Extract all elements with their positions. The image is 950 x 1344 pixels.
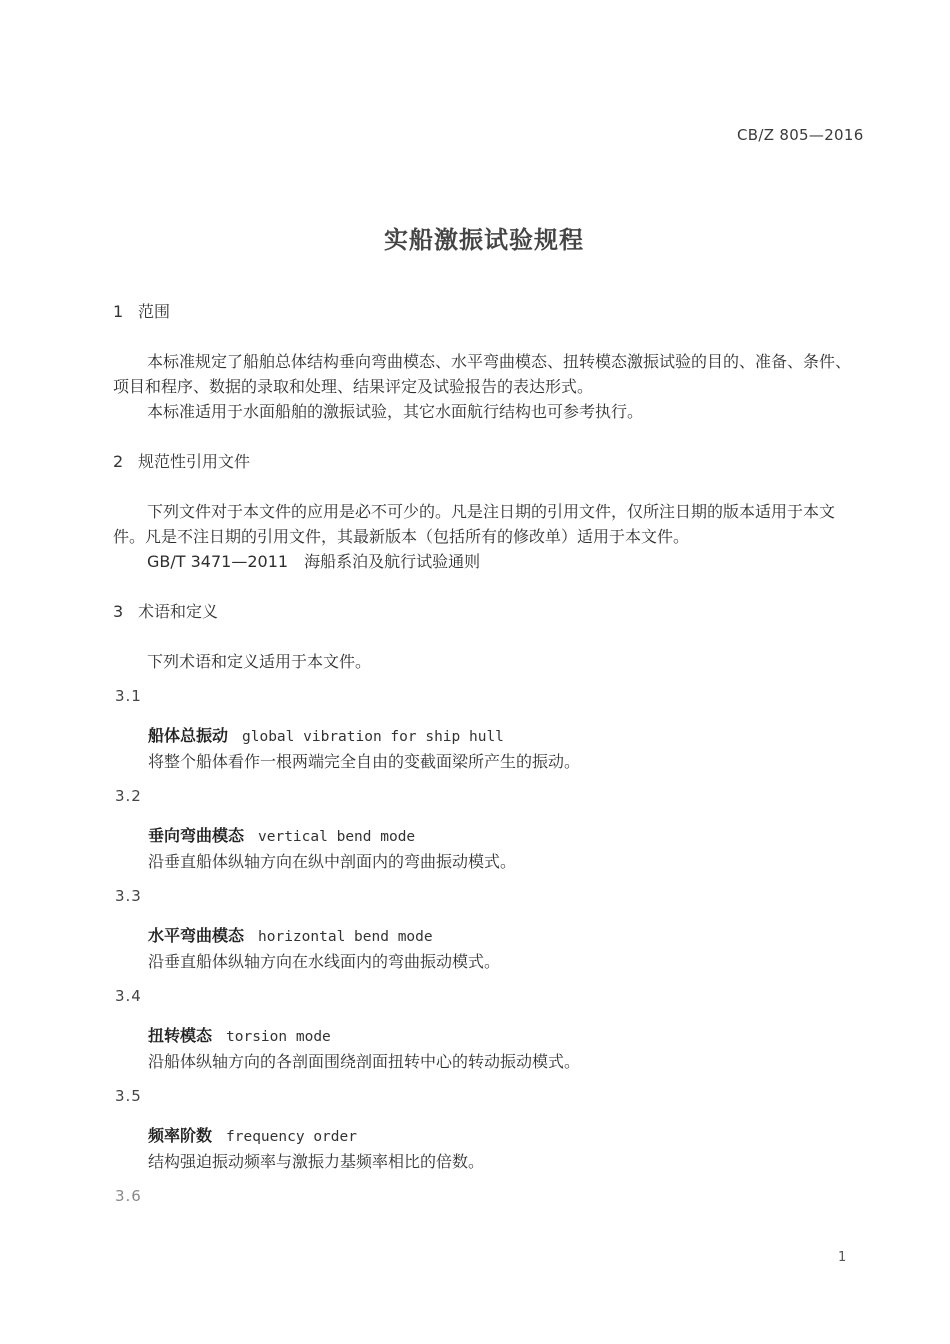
term-definition: 将整个船体看作一根两端完全自由的变截面梁所产生的振动。	[148, 752, 581, 771]
standard-code: CB/Z 805—2016	[737, 126, 864, 144]
term-definition: 沿垂直船体纵轴方向在纵中剖面内的弯曲振动模式。	[148, 852, 517, 871]
section-number: 2	[113, 452, 124, 471]
term-entry	[148, 923, 433, 946]
section-1-heading	[113, 299, 170, 322]
section-title: 规范性引用文件	[138, 452, 251, 471]
section-number: 1	[113, 302, 124, 321]
term-definition: 沿船体纵轴方向的各剖面围绕剖面扭转中心的转动振动模式。	[148, 1052, 581, 1071]
term-english: horizontal bend mode	[258, 929, 433, 945]
term-entry	[148, 1123, 357, 1146]
term-definition: 沿垂直船体纵轴方向在水线面内的弯曲振动模式。	[148, 952, 501, 971]
normative-reference: GB/T 3471—2011 海船系泊及航行试验通则	[147, 552, 481, 571]
term-chinese: 垂向弯曲模态	[148, 826, 245, 845]
term-english: vertical bend mode	[258, 829, 416, 845]
clause-number: 3.1	[115, 687, 142, 705]
section-1-paragraph-1-line-2: 项目和程序、数据的录取和处理、结果评定及试验报告的表达形式。	[113, 377, 594, 396]
term-definition: 结构强迫振动频率与激振力基频率相比的倍数。	[148, 1152, 485, 1171]
section-1-paragraph-1-line-1: 本标准规定了船舶总体结构垂向弯曲模态、水平弯曲模态、扭转模态激振试验的目的、准备、条件、	[147, 352, 852, 371]
page-number: 1	[838, 1250, 847, 1265]
section-1-paragraph-2: 本标准适用于水面船舶的激振试验，其它水面航行结构也可参考执行。	[147, 402, 644, 421]
section-2-heading	[113, 449, 250, 472]
term-english: frequency order	[226, 1129, 357, 1145]
term-chinese: 频率阶数	[148, 1126, 213, 1145]
clause-number: 3.3	[115, 887, 142, 905]
section-3-heading	[113, 599, 218, 622]
term-english: torsion mode	[226, 1029, 331, 1045]
clause-number: 3.5	[115, 1087, 142, 1105]
term-chinese: 水平弯曲模态	[148, 926, 245, 945]
section-number: 3	[113, 602, 124, 621]
section-title: 范围	[138, 302, 171, 321]
section-3-intro: 下列术语和定义适用于本文件。	[147, 652, 372, 671]
term-entry	[148, 723, 504, 746]
section-2-paragraph-line-1: 下列文件对于本文件的应用是必不可少的。凡是注日期的引用文件，仅所注日期的版本适用于本文	[147, 502, 836, 521]
section-2-paragraph-line-2: 件。凡是不注日期的引用文件，其最新版本（包括所有的修改单）适用于本文件。	[113, 527, 690, 546]
term-chinese: 扭转模态	[148, 1026, 213, 1045]
term-chinese: 船体总振动	[148, 726, 229, 745]
term-entry	[148, 823, 415, 846]
section-title: 术语和定义	[138, 602, 219, 621]
term-entry	[148, 1023, 331, 1046]
clause-number: 3.6	[115, 1187, 142, 1205]
clause-number: 3.4	[115, 987, 142, 1005]
page-title: 实船激振试验规程	[384, 226, 584, 254]
term-english: global vibration for ship hull	[242, 729, 504, 745]
clause-number: 3.2	[115, 787, 142, 805]
